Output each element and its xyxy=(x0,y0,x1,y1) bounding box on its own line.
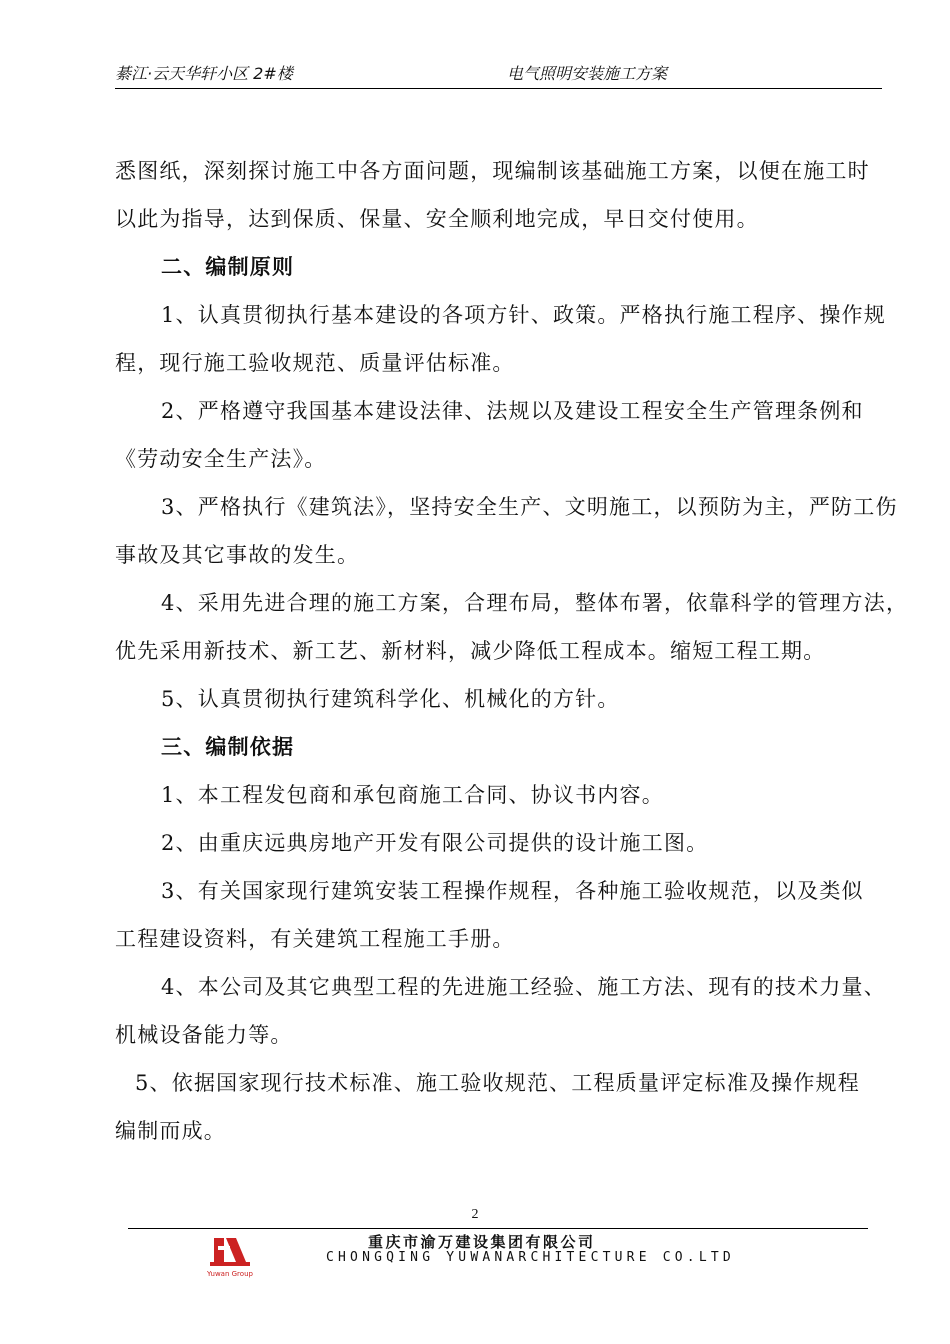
body-line: 2、由重庆远典房地产开发有限公司提供的设计施工图。 xyxy=(161,831,709,855)
section-heading: 三、编制依据 xyxy=(161,734,295,759)
body-line: 1、认真贯彻执行基本建设的各项方针、政策。严格执行施工程序、操作规 xyxy=(161,303,886,327)
page-header xyxy=(115,64,882,89)
body-line: 4、本公司及其它典型工程的先进施工经验、施工方法、现有的技术力量、 xyxy=(161,975,886,999)
body-line: 工程建设资料，有关建筑工程施工手册。 xyxy=(115,927,515,951)
company-logo-icon xyxy=(200,1232,260,1280)
footer-divider xyxy=(128,1228,868,1229)
header-document-title: 电气照明安装施工方案 xyxy=(507,64,668,83)
body-line: 编制而成。 xyxy=(115,1119,226,1143)
header-project-name: 綦江·云天华轩小区 2#楼 xyxy=(115,64,293,83)
body-line: 4、采用先进合理的施工方案，合理布局，整体布署，依靠科学的管理方法， xyxy=(161,591,909,615)
section-heading: 二、编制原则 xyxy=(161,254,295,279)
page-number: 2 xyxy=(471,1207,479,1222)
body-line: 5、认真贯彻执行建筑科学化、机械化的方针。 xyxy=(161,687,620,711)
company-name-cn: 重庆市渝万建设集团有限公司 xyxy=(368,1233,596,1251)
body-line: 以此为指导，达到保质、保量、安全顺利地完成，早日交付使用。 xyxy=(115,207,759,231)
body-line: 《劳动安全生产法》。 xyxy=(115,447,327,471)
body-line: 事故及其它事故的发生。 xyxy=(115,543,360,567)
body-line: 悉图纸，深刻探讨施工中各方面问题，现编制该基础施工方案，以便在施工时 xyxy=(115,159,870,183)
body-line: 3、有关国家现行建筑安装工程操作规程，各种施工验收规范，以及类似 xyxy=(161,879,864,903)
body-line: 程，现行施工验收规范、质量评估标准。 xyxy=(115,351,515,375)
body-line: 2、严格遵守我国基本建设法律、法规以及建设工程安全生产管理条例和 xyxy=(161,399,864,423)
body-line: 优先采用新技术、新工艺、新材料，减少降低工程成本。缩短工程工期。 xyxy=(115,639,826,663)
body-line: 机械设备能力等。 xyxy=(115,1023,293,1047)
logo-text: Yuwan Group xyxy=(207,1270,253,1278)
body-line: 3、严格执行《建筑法》，坚持安全生产、文明施工，以预防为主，严防工伤 xyxy=(161,495,898,519)
company-name-en: CHONGQING YUWANARCHITECTURE CO.LTD xyxy=(326,1250,735,1265)
document-body xyxy=(115,147,909,1155)
body-line: 5、依据国家现行技术标准、施工验收规范、工程质量评定标准及操作规程 xyxy=(135,1071,860,1095)
body-line: 1、本工程发包商和承包商施工合同、协议书内容。 xyxy=(161,783,664,807)
